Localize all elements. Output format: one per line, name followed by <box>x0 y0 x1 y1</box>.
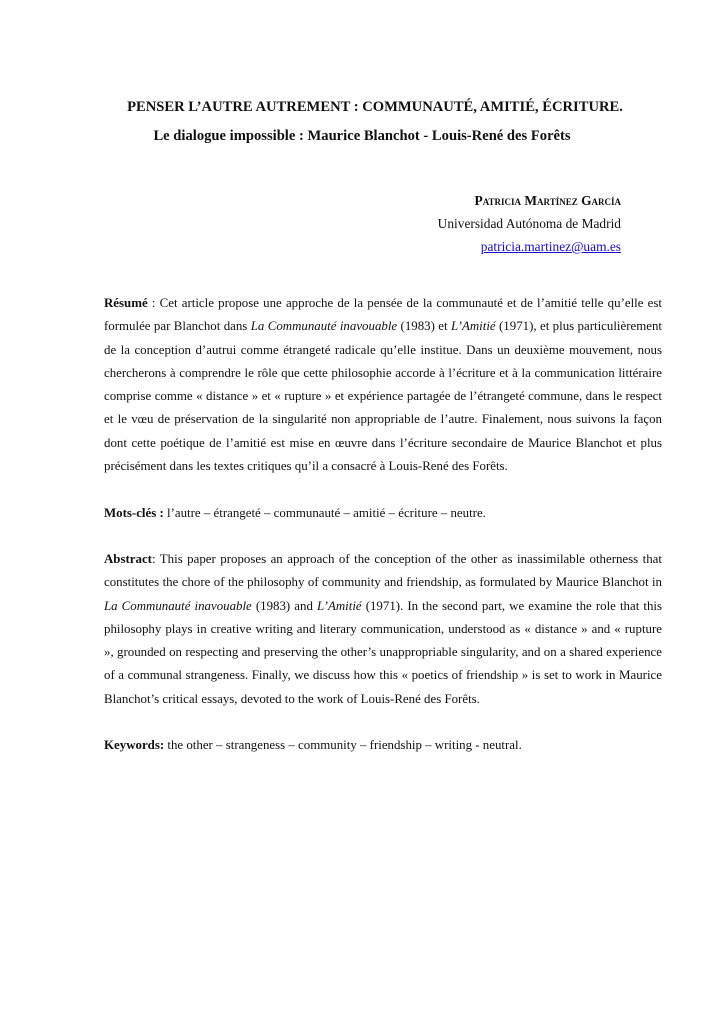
author-email-link[interactable]: patricia.martinez@uam.es <box>480 239 621 254</box>
mots-cles-text: l’autre – étrangeté – communauté – amitié – écriture – neutre. <box>163 506 486 520</box>
abstract-paragraph <box>104 548 662 711</box>
mots-cles-label: Mots-clés : <box>104 506 164 520</box>
paper-title: PENSER L’AUTRE AUTREMENT : COMMUNAUTÉ, AMITIÉ, ÉCRITURE. <box>127 99 623 115</box>
resume-text-1: : Cet article propose une approche de la pensée de la communauté et de l’amitié telle qu’elle est formulée par Blanchot dans <box>104 296 662 334</box>
mots-cles-line <box>104 502 662 525</box>
keywords-label: Keywords: <box>104 738 165 752</box>
resume-text-2: (1983) et <box>397 319 451 334</box>
resume-label: Résumé <box>104 296 148 310</box>
paper-subtitle: Le dialogue impossible : Maurice Blanchot - Louis-René des Forêts <box>153 128 571 144</box>
keywords-text: the other – strangeness – community – friendship – writing - neutral. <box>164 738 522 752</box>
author-name: Patricia Martínez García <box>474 193 621 208</box>
resume-text-3: (1971), et plus particulièrement de la conception d’autrui comme étrangeté radicale qu’elle institue. Dans un deuxième mouvement, nous chercherons à comprendre le rôle que cette philosophie accorde à l’écriture et à la communication littéraire comprise comme « distance » et « rupture » et expérience partagée de l’étrangeté commune, dans le respect et le vœu de préservation de la singularité non appropriable de l’autre. Finalement, nous suivons la façon dont cette poétique de l’amitié est mise en œuvre dans l’écriture secondaire de Maurice Blanchot et plus précisément dans les textes critiques qu’il a consacré à Louis-René des Forêts. <box>104 319 663 474</box>
abstract-book-title-1: La Communauté inavouable <box>104 598 252 613</box>
author-block <box>438 189 621 258</box>
abstract-text-1: : This paper proposes an approach of the conception of the other as inassimilable otherness that constitutes the chore of the philosophy of community and friendship, as formulated by Maurice Blanchot in <box>104 552 662 590</box>
abstract-text-2: (1983) and <box>251 598 317 613</box>
resume-book-title-1: La Communauté inavouable <box>250 319 398 334</box>
abstract-text-3: (1971). In the second part, we examine the role that this philosophy plays in creative writing and literary communication, understood as « distance » and « rupture », grounded on respecting and preserving the other’s unappropriable singularity, and on a shared experience of a communal strangeness. Finally, we discuss how this « poetics of friendship » is set to work in Maurice Blanchot’s critical essays, devoted to the work of Louis-René des Forêts. <box>104 598 662 706</box>
resume-book-title-2: L’Amitié <box>450 319 496 334</box>
author-affiliation: Universidad Autónoma de Madrid <box>437 216 621 231</box>
abstract-book-title-2: L’Amitié <box>316 598 362 613</box>
abstract-label: Abstract <box>104 552 152 566</box>
resume-paragraph <box>104 292 662 478</box>
keywords-line <box>104 734 662 757</box>
